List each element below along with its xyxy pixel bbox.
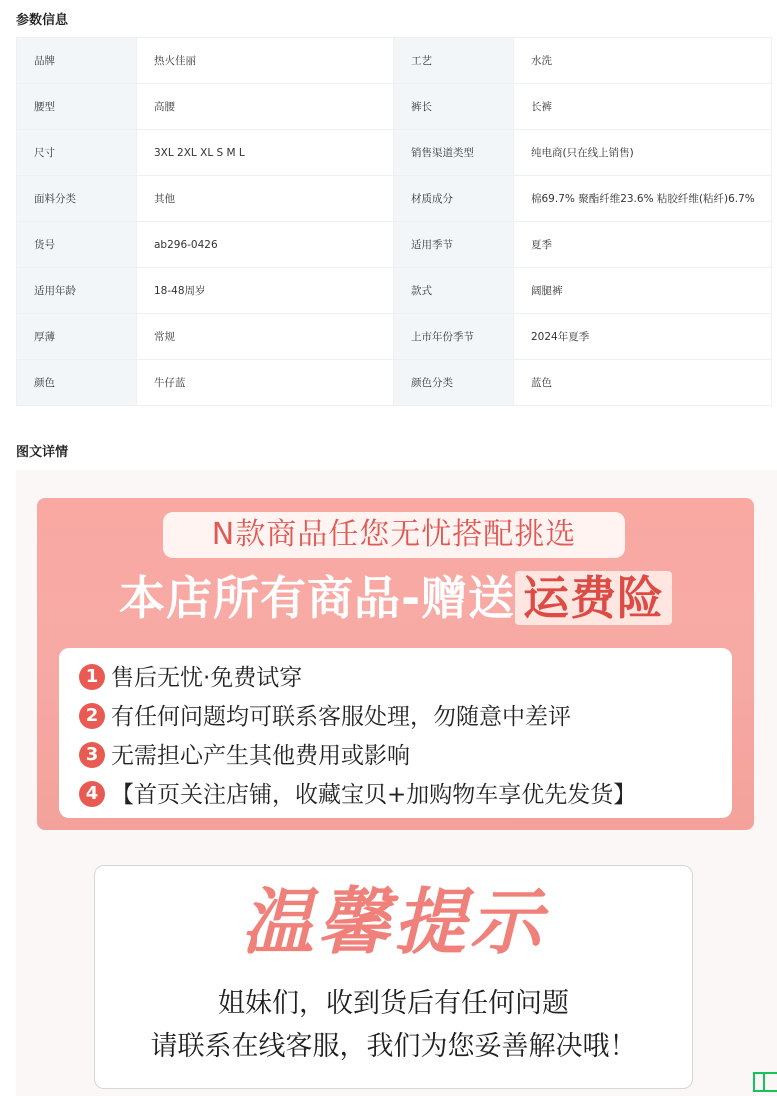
- param-value: 18-48周岁: [137, 268, 394, 314]
- param-key: 厚薄: [17, 314, 137, 360]
- params-row: [17, 222, 772, 268]
- param-key: 尺寸: [17, 130, 137, 176]
- param-key: 腰型: [17, 84, 137, 130]
- param-value: 夏季: [514, 222, 772, 268]
- number-badge: 2: [79, 703, 105, 729]
- param-key: 销售渠道类型: [394, 130, 514, 176]
- param-key: 材质成分: [394, 176, 514, 222]
- param-key: 颜色分类: [394, 360, 514, 406]
- feedback-icon[interactable]: [753, 1072, 777, 1092]
- params-row: [17, 314, 772, 360]
- param-value: ab296-0426: [137, 222, 394, 268]
- banner-item: [79, 778, 636, 812]
- params-row: [17, 84, 772, 130]
- params-row: [17, 360, 772, 406]
- banner-list: [59, 648, 732, 818]
- param-key: 适用季节: [394, 222, 514, 268]
- banner-item-text: 无需担心产生其他费用或影响: [111, 743, 410, 769]
- param-key: 款式: [394, 268, 514, 314]
- param-key: 货号: [17, 222, 137, 268]
- param-key: 适用年龄: [17, 268, 137, 314]
- tips-line: 姐妹们，收到货后有任何问题: [218, 988, 569, 1019]
- details-section-title: 图文详情: [16, 445, 69, 460]
- param-key: 上市年份季节: [394, 314, 514, 360]
- param-value: 棉69.7% 聚酯纤维23.6% 粘胶纤维(粘纤)6.7%: [514, 176, 772, 222]
- banner-item: [79, 739, 410, 773]
- param-value: 长裤: [514, 84, 772, 130]
- params-row: [17, 38, 772, 84]
- banner-item: [79, 700, 571, 734]
- number-badge: 4: [79, 781, 105, 807]
- param-value: 高腰: [137, 84, 394, 130]
- tips-title: 温馨提示: [241, 880, 546, 964]
- param-key: 工艺: [394, 38, 514, 84]
- params-row: [17, 130, 772, 176]
- number-badge: 3: [79, 742, 105, 768]
- banner-main-text: [37, 560, 754, 636]
- param-value: 蓝色: [514, 360, 772, 406]
- banner-main-white: 本店所有商品-赠送: [118, 571, 516, 625]
- banner-item-text: 售后无忧·免费试穿: [111, 665, 303, 691]
- params-row: [17, 176, 772, 222]
- param-value: 3XL 2XL XL S M L: [137, 130, 394, 176]
- param-value: 阔腿裤: [514, 268, 772, 314]
- param-value: 2024年夏季: [514, 314, 772, 360]
- params-section-title: 参数信息: [16, 13, 69, 28]
- param-value: 常规: [137, 314, 394, 360]
- param-value: 纯电商(只在线上销售): [514, 130, 772, 176]
- param-value: 牛仔蓝: [137, 360, 394, 406]
- warm-tips-card: [94, 865, 693, 1089]
- banner-item-text: 有任何问题均可联系客服处理，勿随意中差评: [111, 704, 571, 730]
- param-value: 热火佳丽: [137, 38, 394, 84]
- shipping-insurance-banner: [37, 498, 754, 830]
- banner-item: [79, 661, 302, 695]
- param-key: 裤长: [394, 84, 514, 130]
- banner-main-red: 运费险: [515, 571, 672, 625]
- param-key: 品牌: [17, 38, 137, 84]
- banner-item-text: 【首页关注店铺，收藏宝贝+加购物车享优先发货】: [111, 782, 637, 808]
- detail-image: [16, 470, 777, 1096]
- tips-line: 请联系在线客服，我们为您妥善解决哦！: [150, 1031, 637, 1062]
- params-table: [16, 37, 772, 406]
- banner-top-text: N款商品任您无忧搭配挑选: [163, 512, 625, 558]
- param-key: 颜色: [17, 360, 137, 406]
- param-value: 其他: [137, 176, 394, 222]
- param-key: 面料分类: [17, 176, 137, 222]
- param-value: 水洗: [514, 38, 772, 84]
- number-badge: 1: [79, 664, 105, 690]
- params-row: [17, 268, 772, 314]
